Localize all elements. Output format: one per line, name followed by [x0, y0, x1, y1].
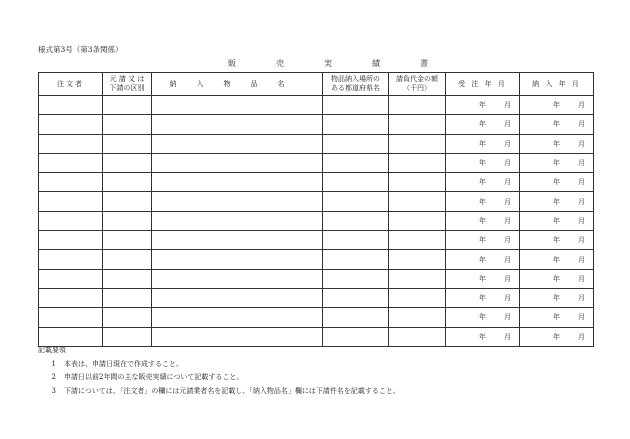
- year-label: 年: [479, 216, 486, 225]
- product-name-cell[interactable]: [152, 211, 323, 230]
- notes-section: [38, 344, 400, 398]
- contract-amount-cell[interactable]: [389, 231, 446, 250]
- delivery-date-cell[interactable]: [520, 115, 594, 134]
- product-name-cell[interactable]: [152, 153, 323, 172]
- order-date-cell[interactable]: [446, 269, 520, 288]
- delivery-date-cell[interactable]: [520, 269, 594, 288]
- month-label: 月: [578, 274, 585, 283]
- prime-or-sub-cell[interactable]: [103, 96, 152, 115]
- product-name-cell[interactable]: [152, 288, 323, 307]
- order-date-cell[interactable]: [446, 173, 520, 192]
- orderer-cell[interactable]: [39, 231, 103, 250]
- sales-record-table: [38, 72, 594, 347]
- delivery-prefecture-cell[interactable]: [323, 308, 389, 327]
- header-orderer: 注文者: [39, 73, 103, 96]
- table-row: [39, 211, 594, 230]
- month-label: 月: [578, 159, 585, 168]
- delivery-prefecture-cell[interactable]: [323, 115, 389, 134]
- month-label: 月: [578, 101, 585, 110]
- prime-or-sub-cell[interactable]: [103, 269, 152, 288]
- month-label: 月: [578, 255, 585, 264]
- header-row: [39, 73, 594, 96]
- contract-amount-cell[interactable]: [389, 115, 446, 134]
- orderer-cell[interactable]: [39, 153, 103, 172]
- delivery-date-cell[interactable]: [520, 134, 594, 153]
- prime-or-sub-cell[interactable]: [103, 211, 152, 230]
- document-title: [228, 58, 428, 69]
- header-contract-amount: 請負代金の額 （千円）: [389, 73, 446, 96]
- year-label: 年: [553, 294, 560, 303]
- orderer-cell[interactable]: [39, 250, 103, 269]
- orderer-cell[interactable]: [39, 192, 103, 211]
- month-label: 月: [504, 159, 511, 168]
- order-date-cell[interactable]: [446, 327, 520, 346]
- year-label: 年: [479, 197, 486, 206]
- month-label: 月: [504, 120, 511, 129]
- title-char: 販: [228, 59, 236, 68]
- contract-amount-cell[interactable]: [389, 211, 446, 230]
- year-label: 年: [553, 139, 560, 148]
- note-item: 1 本表は、申請日現在で作成すること。: [51, 359, 183, 368]
- contract-amount-cell[interactable]: [389, 134, 446, 153]
- prime-or-sub-cell[interactable]: [103, 288, 152, 307]
- title-char: 実: [324, 59, 332, 68]
- month-label: 月: [504, 274, 511, 283]
- contract-amount-cell[interactable]: [389, 153, 446, 172]
- orderer-cell[interactable]: [39, 134, 103, 153]
- month-label: 月: [504, 255, 511, 264]
- delivery-prefecture-cell[interactable]: [323, 288, 389, 307]
- table-row: [39, 153, 594, 172]
- year-label: 年: [479, 178, 486, 187]
- orderer-cell[interactable]: [39, 173, 103, 192]
- month-label: 月: [578, 216, 585, 225]
- year-label: 年: [553, 236, 560, 245]
- table-row: [39, 308, 594, 327]
- delivery-prefecture-cell[interactable]: [323, 96, 389, 115]
- year-label: 年: [553, 178, 560, 187]
- delivery-date-cell[interactable]: [520, 192, 594, 211]
- prime-or-sub-cell[interactable]: [103, 250, 152, 269]
- contract-amount-cell[interactable]: [389, 173, 446, 192]
- delivery-prefecture-cell[interactable]: [323, 231, 389, 250]
- title-char: 売: [276, 59, 284, 68]
- delivery-prefecture-cell[interactable]: [323, 269, 389, 288]
- month-label: 月: [578, 120, 585, 129]
- product-name-cell[interactable]: [152, 231, 323, 250]
- delivery-date-cell[interactable]: [520, 231, 594, 250]
- note-item: 3 下請については、「注文者」の欄には元請業者名を記載し、「納入物品名」欄には下請件名を記載すること。: [51, 386, 400, 395]
- delivery-prefecture-cell[interactable]: [323, 211, 389, 230]
- year-label: 年: [553, 216, 560, 225]
- year-label: 年: [479, 332, 486, 341]
- product-name-cell[interactable]: [152, 308, 323, 327]
- delivery-prefecture-cell[interactable]: [323, 153, 389, 172]
- delivery-prefecture-cell[interactable]: [323, 192, 389, 211]
- delivery-date-cell[interactable]: [520, 250, 594, 269]
- table-row: [39, 250, 594, 269]
- table-row: [39, 192, 594, 211]
- product-name-cell[interactable]: [152, 134, 323, 153]
- month-label: 月: [504, 216, 511, 225]
- month-label: 月: [578, 197, 585, 206]
- month-label: 月: [504, 294, 511, 303]
- product-name-cell[interactable]: [152, 115, 323, 134]
- header-order-date: 受 注 年 月: [446, 73, 520, 96]
- contract-amount-cell[interactable]: [389, 192, 446, 211]
- prime-or-sub-cell[interactable]: [103, 115, 152, 134]
- table-row: [39, 269, 594, 288]
- month-label: 月: [504, 313, 511, 322]
- table-row: [39, 288, 594, 307]
- order-date-cell[interactable]: [446, 192, 520, 211]
- delivery-date-cell[interactable]: [520, 153, 594, 172]
- year-label: 年: [479, 120, 486, 129]
- delivery-date-cell[interactable]: [520, 211, 594, 230]
- form-number: 様式第3号（第3条関係）: [38, 45, 123, 54]
- year-label: 年: [553, 274, 560, 283]
- order-date-cell[interactable]: [446, 115, 520, 134]
- order-date-cell[interactable]: [446, 308, 520, 327]
- order-date-cell[interactable]: [446, 231, 520, 250]
- delivery-prefecture-cell[interactable]: [323, 250, 389, 269]
- month-label: 月: [578, 178, 585, 187]
- month-label: 月: [504, 139, 511, 148]
- header-delivery-prefecture: 物品納入場所の ある都道府県名: [323, 73, 389, 96]
- contract-amount-cell[interactable]: [389, 308, 446, 327]
- month-label: 月: [578, 139, 585, 148]
- prime-or-sub-cell[interactable]: [103, 308, 152, 327]
- order-date-cell[interactable]: [446, 96, 520, 115]
- order-date-cell[interactable]: [446, 153, 520, 172]
- table-row: [39, 231, 594, 250]
- product-name-cell[interactable]: [152, 269, 323, 288]
- delivery-date-cell[interactable]: [520, 288, 594, 307]
- table-row: [39, 173, 594, 192]
- order-date-cell[interactable]: [446, 250, 520, 269]
- product-name-cell[interactable]: [152, 250, 323, 269]
- orderer-cell[interactable]: [39, 288, 103, 307]
- month-label: 月: [504, 178, 511, 187]
- year-label: 年: [479, 139, 486, 148]
- prime-or-sub-cell[interactable]: [103, 231, 152, 250]
- year-label: 年: [553, 101, 560, 110]
- table-row: [39, 134, 594, 153]
- delivery-date-cell[interactable]: [520, 96, 594, 115]
- year-label: 年: [479, 294, 486, 303]
- delivery-prefecture-cell[interactable]: [323, 173, 389, 192]
- delivery-date-cell[interactable]: [520, 173, 594, 192]
- month-label: 月: [578, 332, 585, 341]
- month-label: 月: [504, 236, 511, 245]
- year-label: 年: [479, 101, 486, 110]
- year-label: 年: [479, 274, 486, 283]
- product-name-cell[interactable]: [152, 96, 323, 115]
- contract-amount-cell[interactable]: [389, 269, 446, 288]
- prime-or-sub-cell[interactable]: [103, 153, 152, 172]
- year-label: 年: [553, 159, 560, 168]
- product-name-cell[interactable]: [152, 192, 323, 211]
- header-delivery-date: 納 入 年 月: [520, 73, 594, 96]
- delivery-date-cell[interactable]: [520, 308, 594, 327]
- month-label: 月: [504, 101, 511, 110]
- contract-amount-cell[interactable]: [389, 250, 446, 269]
- delivery-date-cell[interactable]: [520, 327, 594, 346]
- year-label: 年: [553, 120, 560, 129]
- prime-or-sub-cell[interactable]: [103, 192, 152, 211]
- year-label: 年: [553, 197, 560, 206]
- orderer-cell[interactable]: [39, 96, 103, 115]
- product-name-cell[interactable]: [152, 173, 323, 192]
- order-date-cell[interactable]: [446, 288, 520, 307]
- year-label: 年: [479, 313, 486, 322]
- month-label: 月: [578, 294, 585, 303]
- month-label: 月: [504, 332, 511, 341]
- prime-or-sub-cell[interactable]: [103, 173, 152, 192]
- month-label: 月: [578, 236, 585, 245]
- orderer-cell[interactable]: [39, 115, 103, 134]
- year-label: 年: [553, 255, 560, 264]
- prime-or-sub-cell[interactable]: [103, 134, 152, 153]
- year-label: 年: [479, 236, 486, 245]
- orderer-cell[interactable]: [39, 211, 103, 230]
- order-date-cell[interactable]: [446, 134, 520, 153]
- contract-amount-cell[interactable]: [389, 288, 446, 307]
- contract-amount-cell[interactable]: [389, 96, 446, 115]
- note-item: 2 申請日以前2年間の主な販売実績について記載すること。: [51, 373, 244, 381]
- year-label: 年: [553, 332, 560, 341]
- orderer-cell[interactable]: [39, 308, 103, 327]
- table-row: [39, 115, 594, 134]
- month-label: 月: [578, 313, 585, 322]
- month-label: 月: [504, 197, 511, 206]
- orderer-cell[interactable]: [39, 269, 103, 288]
- year-label: 年: [479, 255, 486, 264]
- delivery-prefecture-cell[interactable]: [323, 134, 389, 153]
- title-char: 績: [372, 59, 380, 68]
- header-product-name: 納入物品名: [152, 73, 323, 96]
- order-date-cell[interactable]: [446, 211, 520, 230]
- title-char: 書: [420, 59, 428, 68]
- header-prime-or-sub: 元 請 又 は 下請の区別: [103, 73, 152, 96]
- table-row: [39, 96, 594, 115]
- notes-heading: 記載要領: [38, 346, 66, 354]
- year-label: 年: [553, 313, 560, 322]
- year-label: 年: [479, 159, 486, 168]
